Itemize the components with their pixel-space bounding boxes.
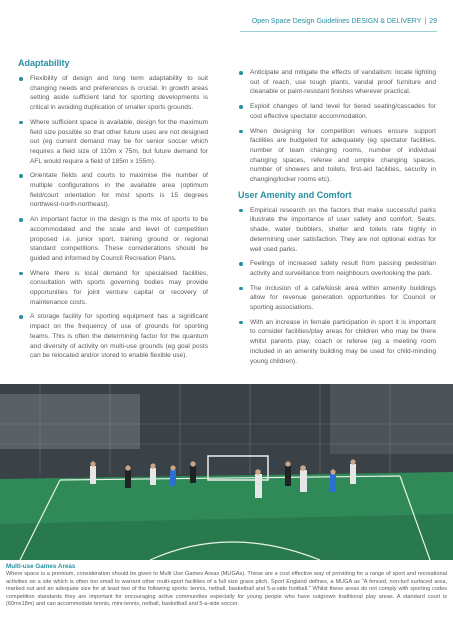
list-item: When designing for competition venues ensure support facilities are budgeted for adequately (eg spectator facilities, number of team changing rooms, number of individual changing spaces, referee and umpire changing spaces, number of showers and toilets, first-aid facilities, security in changing/locker rooms etc). — [238, 127, 436, 185]
list-item: The inclusion of a cafe/kiosk area within amenity buildings allow for revenue generation opportunities for Council or sporting associations. — [238, 284, 436, 313]
list-item: With an increase in female participation in sport it is important to consider facilities/play areas for children who may be there whilst parents play, coach or referee (eg a meeting room included in an amenity building may be used for child-minding young children). — [238, 318, 436, 367]
list-item: Feelings of increased safety result from passing pedestrian activity and surveillance from neighbours overlooking the park. — [238, 259, 436, 278]
multi-use-games-area-photo — [0, 384, 453, 560]
adaptability-heading: Adaptability — [18, 58, 70, 68]
caption-title: Multi-use Games Areas — [6, 563, 76, 570]
page-header: Open Space Design Guidelines DESIGN & DELIVERY | 29 — [251, 18, 437, 25]
guide-title: Open Space Design Guidelines — [251, 18, 350, 25]
continued-adaptability-list — [238, 68, 436, 185]
user-amenity-list — [238, 206, 436, 367]
list-item: A storage facility for sporting equipment has a significant impact on the frequency of use of grounds for sporting teams. This is often the determining factor for the quantum and diversity of activity on multi-use grounds (eg goal posts can be relocated and/or stored to enable flexible use). — [18, 312, 208, 361]
list-item: Orientate fields and courts to maximise the number of multiple configurations in the available area (optimum field/court orientation for most sports is 15 degrees northwest-north-northeast). — [18, 171, 208, 210]
right-column — [238, 68, 436, 371]
page-number: 29 — [429, 18, 437, 25]
caption-text: Where space is a premium, consideration should be given to Multi Use Games Areas (MUGAs). These are a cost effective way of providing for a range of sport and recreational activities on a site which is often too small to warrant other multi-sport facilities of a full size grass pitch. Sport England defines, a MUGA as "A fenced, non-turf surfaced area, marked out and an adequate size for at least two of the following sports: tennis, netball, basketball and 5-a-side football." Whilst these areas do not comply with sporting codes competition standards they are important for encouraging active communities especially for young people who have outgrown traditional play areas. A standard court is (60mx18m) and can accommodate tennis, mini-tennis, netball, basketball and 5-a-side soccer. — [6, 571, 447, 608]
left-column — [18, 58, 208, 366]
photo-caption — [6, 563, 447, 609]
section-name: DESIGN & DELIVERY — [351, 18, 422, 25]
list-item: Where sufficient space is available, design for the maximum field size possible so that other future uses are not designed out (eg current demand may be for senior soccer which requires a field size of 110m x 75m, but future demand for AFL would require a field of 185m x 155m). — [18, 118, 208, 167]
header-divider — [240, 31, 437, 32]
list-item: Where there is local demand for specialised facilities, consultation with sports governing bodies may provide opportunities for joint venture capital or recovery of maintenance costs. — [18, 269, 208, 308]
list-item: Flexibility of design and long term adaptability to suit changing needs and preferences is crucial. In growth areas setting aside sufficient land for sporting developments is critical in avoiding duplication of smaller sports grounds. — [18, 74, 208, 113]
adaptability-list — [18, 74, 208, 361]
user-amenity-heading: User Amenity and Comfort — [238, 189, 352, 200]
list-item: Empirical research on the factors that make successful parks illustrate the importance of user safety and comfort. Seats, shade, water bubblers, shelter and toilets rate highly in determining user satisfaction. They are not optional extras for well used parks. — [238, 206, 436, 255]
list-item: Anticipate and mitigate the effects of vandalism: locate lighting out of reach, use tough plants, vandal proof furniture and cleanable or paint-resistant finishes wherever practical. — [238, 68, 436, 97]
list-item: An important factor in the design is the mix of sports to be accommodated and the scale and level of competition proposed i.e. junior sport, training ground or regional standard competitions. These considerations should be guided and informed by Council Recreation Plans. — [18, 215, 208, 264]
list-item: Exploit changes of land level for tiered seating/cascades for cost effective spectator accommodation. — [238, 102, 436, 121]
futsal-court-illustration — [0, 384, 453, 560]
